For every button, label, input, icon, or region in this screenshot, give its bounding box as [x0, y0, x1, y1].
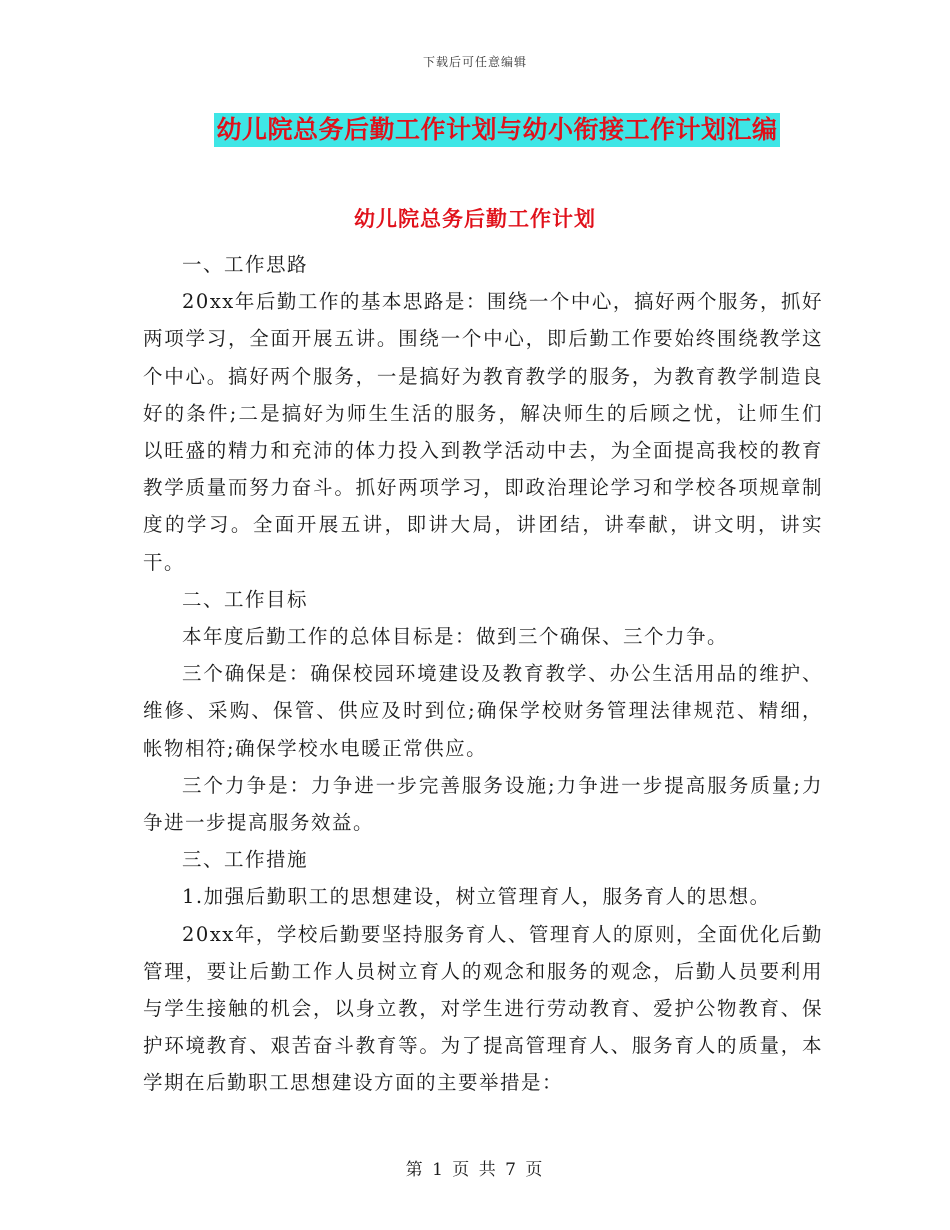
- paragraph-measure-1-detail: 20xx年，学校后勤要坚持服务育人、管理育人的原则，全面优化后勤管理，要让后勤工作人员树立育人的观念和服务的观念，后勤人员要利用与学生接触的机会，以身立教，对学生进行劳动教育、爱护公物教育、保护环境教育、艰苦奋斗教育等。为了提高管理育人、服务育人的质量，本学期在后勤职工思想建设方面的主要举措是：: [143, 922, 823, 1095]
- paragraph-work-ideas: 20xx年后勤工作的基本思路是：围绕一个中心，搞好两个服务，抓好两项学习，全面开展五讲。围绕一个中心，即后勤工作要始终围绕教学这个中心。搞好两个服务，一是搞好为教育教学的服务，为教育教学制造良好的条件;二是搞好为师生生活的服务，解决师生的后顾之忧，让师生们以旺盛的精力和充沛的体力投入到教学活动中去，为全面提高我校的教育教学质量而努力奋斗。抓好两项学习，即政治理论学习和学校各项规章制度的学习。全面开展五讲，即讲大局，讲团结，讲奉献，讲文明，讲实干。: [143, 290, 823, 574]
- main-title: 幼儿院总务后勤工作计划与幼小衔接工作计划汇编: [214, 113, 779, 147]
- paragraph-overall-goal: 本年度后勤工作的总体目标是：做到三个确保、三个力争。: [182, 625, 729, 649]
- main-title-container: [0, 113, 950, 147]
- paragraph-measure-1: 1.加强后勤职工的思想建设，树立管理育人，服务育人的思想。: [182, 885, 771, 909]
- section-title: 幼儿院总务后勤工作计划: [354, 206, 596, 231]
- paragraph-three-strives: 三个力争是：力争进一步完善服务设施;力争进一步提高服务质量;力争进一步提高服务效益。: [143, 773, 823, 835]
- page-number: 第 1 页 共 7 页: [405, 1160, 545, 1180]
- header-note: 下载后可任意编辑: [422, 55, 527, 69]
- heading-work-measures: 三、工作措施: [182, 848, 309, 872]
- paragraph-three-ensures: 三个确保是：确保校园环境建设及教育教学、办公生活用品的维护、维修、采购、保管、供应及时到位;确保学校财务管理法律规范、精细，帐物相符;确保学校水电暖正常供应。: [143, 662, 823, 760]
- document-body: [143, 246, 823, 1102]
- heading-work-goals: 二、工作目标: [182, 587, 309, 611]
- heading-work-ideas: 一、工作思路: [182, 253, 309, 276]
